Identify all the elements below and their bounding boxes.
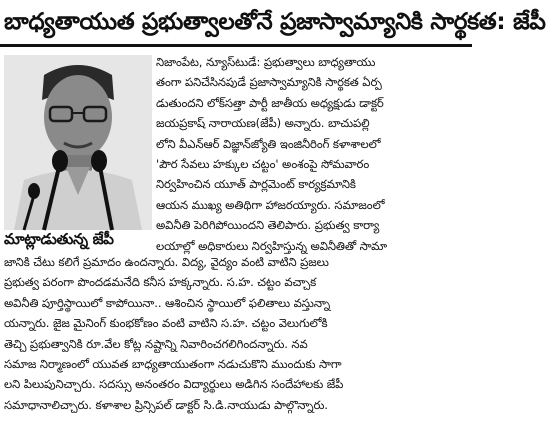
body-line: ఆయన ముఖ్య అతిథిగా హాజరయ్యారు. సమాజంలో <box>156 197 385 212</box>
article-body-full-width <box>4 252 468 415</box>
speaker-portrait-image <box>4 55 152 230</box>
body-line: తంగా పనిచేసినపుడే ప్రజాస్వామ్యానికి సార్థకత ఏర్ప <box>156 75 382 90</box>
speaker-photo <box>4 55 152 230</box>
body-line: జయప్రకాష్ నారాయణ(జేపీ) అన్నారు. బాచుపల్లి <box>156 116 370 131</box>
body-line: యన్నారు. జైజ మైనింగ్ కుంభకోణం వంటి వాటిని స.హ. చట్టం వెలుగులోకి <box>4 316 328 331</box>
body-line: సమాధానాలిచ్చారు. కళాశాల ప్రిన్సిపల్ డాక్టర్ సి.డి.నాయుడు పాల్గొన్నారు. <box>4 397 328 412</box>
article-headline: బాధ్యతాయుత ప్రభుత్వాలతోనే ప్రజాస్వామ్యానికి సార్థకత: జేపీ <box>4 9 546 35</box>
body-line: తెచ్చి ప్రభుత్వానికి రూ.వేల కోట్ల నష్టాన్ని నివారించగలిగిందన్నారు. నవ <box>4 336 308 351</box>
photo-caption: మాట్లాడుతున్న జేపీ <box>4 230 114 248</box>
body-line: నిర్వహించిన యూత్ పార్లమెంట్ కార్యక్రమానికి <box>156 177 356 192</box>
body-line: డుతుందని లోక్‌సత్తా పార్టీ జాతీయ అధ్యక్షుడు డాక్టర్ <box>156 95 384 110</box>
body-line: నిజాంపేట, న్యూస్‌టుడే: ప్రభుత్వాలు బాధ్యతాయు <box>156 55 376 69</box>
article-body-column <box>156 52 468 256</box>
headline-divider <box>0 44 472 47</box>
body-line: ప్రభుత్వ పరంగా పొందడమనేది కనీస హక్కన్నారు. స.హ. చట్టం వచ్చాక <box>4 275 317 290</box>
body-line: లని పిలుపునిచ్చారు. సదస్సు అనంతరం విద్యార్థులు అడిగిన సందేహాలకు జేపీ <box>4 377 344 392</box>
body-line: సమాజ నిర్మాణంలో యువత బాధ్యతాయుతంగా నడుచుకొని ముందుకు సాగా <box>4 356 342 371</box>
body-line: జానికి చేటు కలిగే ప్రమాదం ఉందన్నారు. విద్య, వైద్యం వంటి వాటిని ప్రజలు <box>4 255 329 269</box>
body-line: లోని వీఎన్‌ఆర్ విజ్ఞాన్‌జ్యోతి ఇంజినీరింగ్ కళాశాలలో <box>156 136 381 151</box>
body-line: 'పౌర సేవలు హక్కుల చట్టం' అంశంపై సోమవారం <box>156 156 370 171</box>
body-line: లయాల్లో అధికారులు నిర్వహిస్తున్న అవినీతితో సామా <box>156 238 388 253</box>
body-line: అవినీతి పెరిగిపోయిందని తెలిపారు. ప్రభుత్వ కార్యా <box>156 218 380 233</box>
body-line: అవినీతి పూర్తిస్థాయిలో కాపోయినా.. ఆశించిన స్థాయిలో ఫలితాలు వస్తున్నా <box>4 295 331 310</box>
